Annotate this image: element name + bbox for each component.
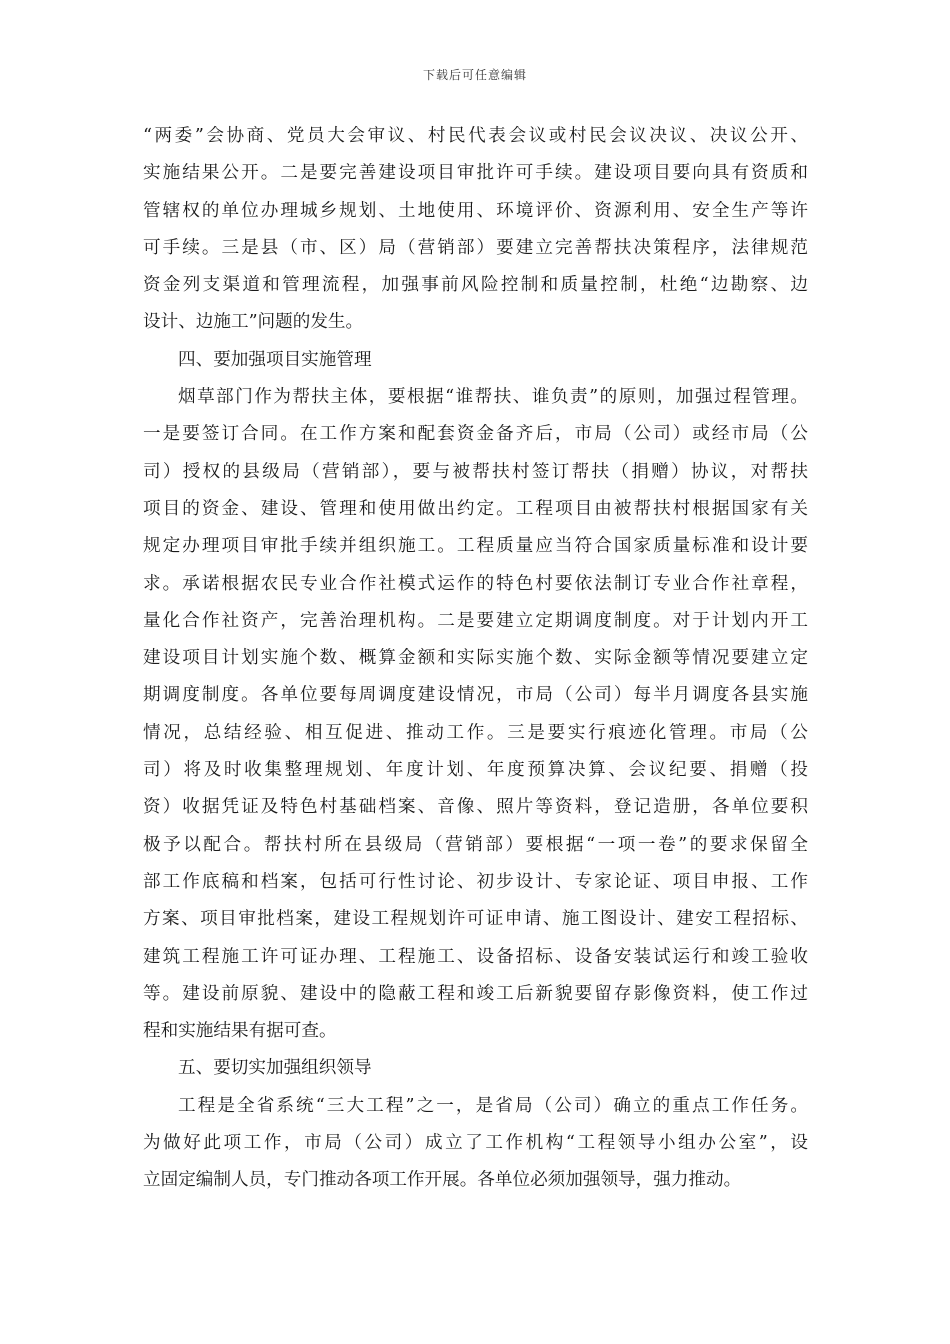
body-line-20: 极予以配合。帮扶村所在县级局（营销部）要根据“一项一卷”的要求保留全 [143,834,808,855]
body-line-1: “两委”会协商、党员大会审议、村民代表会议或村民会议决议、决议公开、 [143,126,808,146]
body-line-24: 等。建设前原貌、建设中的隐蔽工程和竣工后新貌要留存影像资料，使工作过 [143,983,808,1004]
section-heading-5: 五、要切实加强组织领导 [178,1058,372,1079]
body-line-28: 为做好此项工作，市局（公司）成立了工作机构“工程领导小组办公室”，设 [143,1133,808,1154]
body-line-10: 司）授权的县级局（营销部），要与被帮扶村签订帮扶（捐赠）协议，对帮扶 [143,461,808,482]
body-line-16: 期调度制度。各单位要每周调度建设情况，市局（公司）每半月调度各县实施 [143,685,808,706]
body-line-22: 方案、项目审批档案，建设工程规划许可证申请、施工图设计、建安工程招标、 [143,909,808,930]
body-line-11: 项目的资金、建设、管理和使用做出约定。工程项目由被帮扶村根据国家有关 [143,498,808,519]
body-line-13: 求。承诺根据农民专业合作社模式运作的特色村要依法制订专业合作社章程， [143,573,808,594]
body-line-23: 建筑工程施工许可证办理、工程施工、设备招标、设备安装试运行和竣工验收 [143,946,808,967]
body-line-27: 工程是全省系统“三大工程”之一，是省局（公司）确立的重点工作任务。 [178,1095,808,1116]
body-line-29: 立固定编制人员，专门推动各项工作开展。各单位必须加强领导，强力推动。 [143,1170,742,1191]
body-line-4: 可手续。三是县（市、区）局（营销部）要建立完善帮扶决策程序，法律规范 [143,237,808,258]
body-line-2: 实施结果公开。二是要完善建设项目审批许可手续。建设项目要向具有资质和 [143,163,808,184]
body-line-14: 量化合作社资产，完善治理机构。二是要建立定期调度制度。对于计划内开工 [143,610,808,631]
body-line-17: 情况，总结经验、相互促进、推动工作。三是要实行痕迹化管理。市局（公 [143,722,808,743]
body-line-3: 管辖权的单位办理城乡规划、土地使用、环境评价、资源利用、安全生产等许 [143,200,808,221]
body-line-19: 资）收据凭证及特色村基础档案、音像、照片等资料，登记造册，各单位要积 [143,797,808,818]
body-line-9: 一是要签订合同。在工作方案和配套资金备齐后，市局（公司）或经市局（公 [143,424,808,445]
body-line-25: 程和实施结果有据可查。 [143,1021,337,1042]
body-line-15: 建设项目计划实施个数、概算金额和实际实施个数、实际金额等情况要建立定 [143,648,808,669]
section-heading-4: 四、要加强项目实施管理 [178,349,372,370]
body-line-5: 资金列支渠道和管理流程，加强事前风险控制和质量控制，杜绝“边勘察、边 [143,275,808,296]
page-header-note: 下载后可任意编辑 [422,68,527,82]
body-line-18: 司）将及时收集整理规划、年度计划、年度预算决算、会议纪要、捐赠（投 [143,760,808,781]
document-body [143,118,808,1200]
body-line-12: 规定办理项目审批手续并组织施工。工程质量应当符合国家质量标准和设计要 [143,536,808,557]
body-line-8: 烟草部门作为帮扶主体，要根据“谁帮扶、谁负责”的原则，加强过程管理。 [178,387,808,408]
body-line-6: 设计、边施工”问题的发生。 [143,312,364,333]
body-line-21: 部工作底稿和档案，包括可行性讨论、初步设计、专家论证、项目申报、工作 [143,871,808,892]
